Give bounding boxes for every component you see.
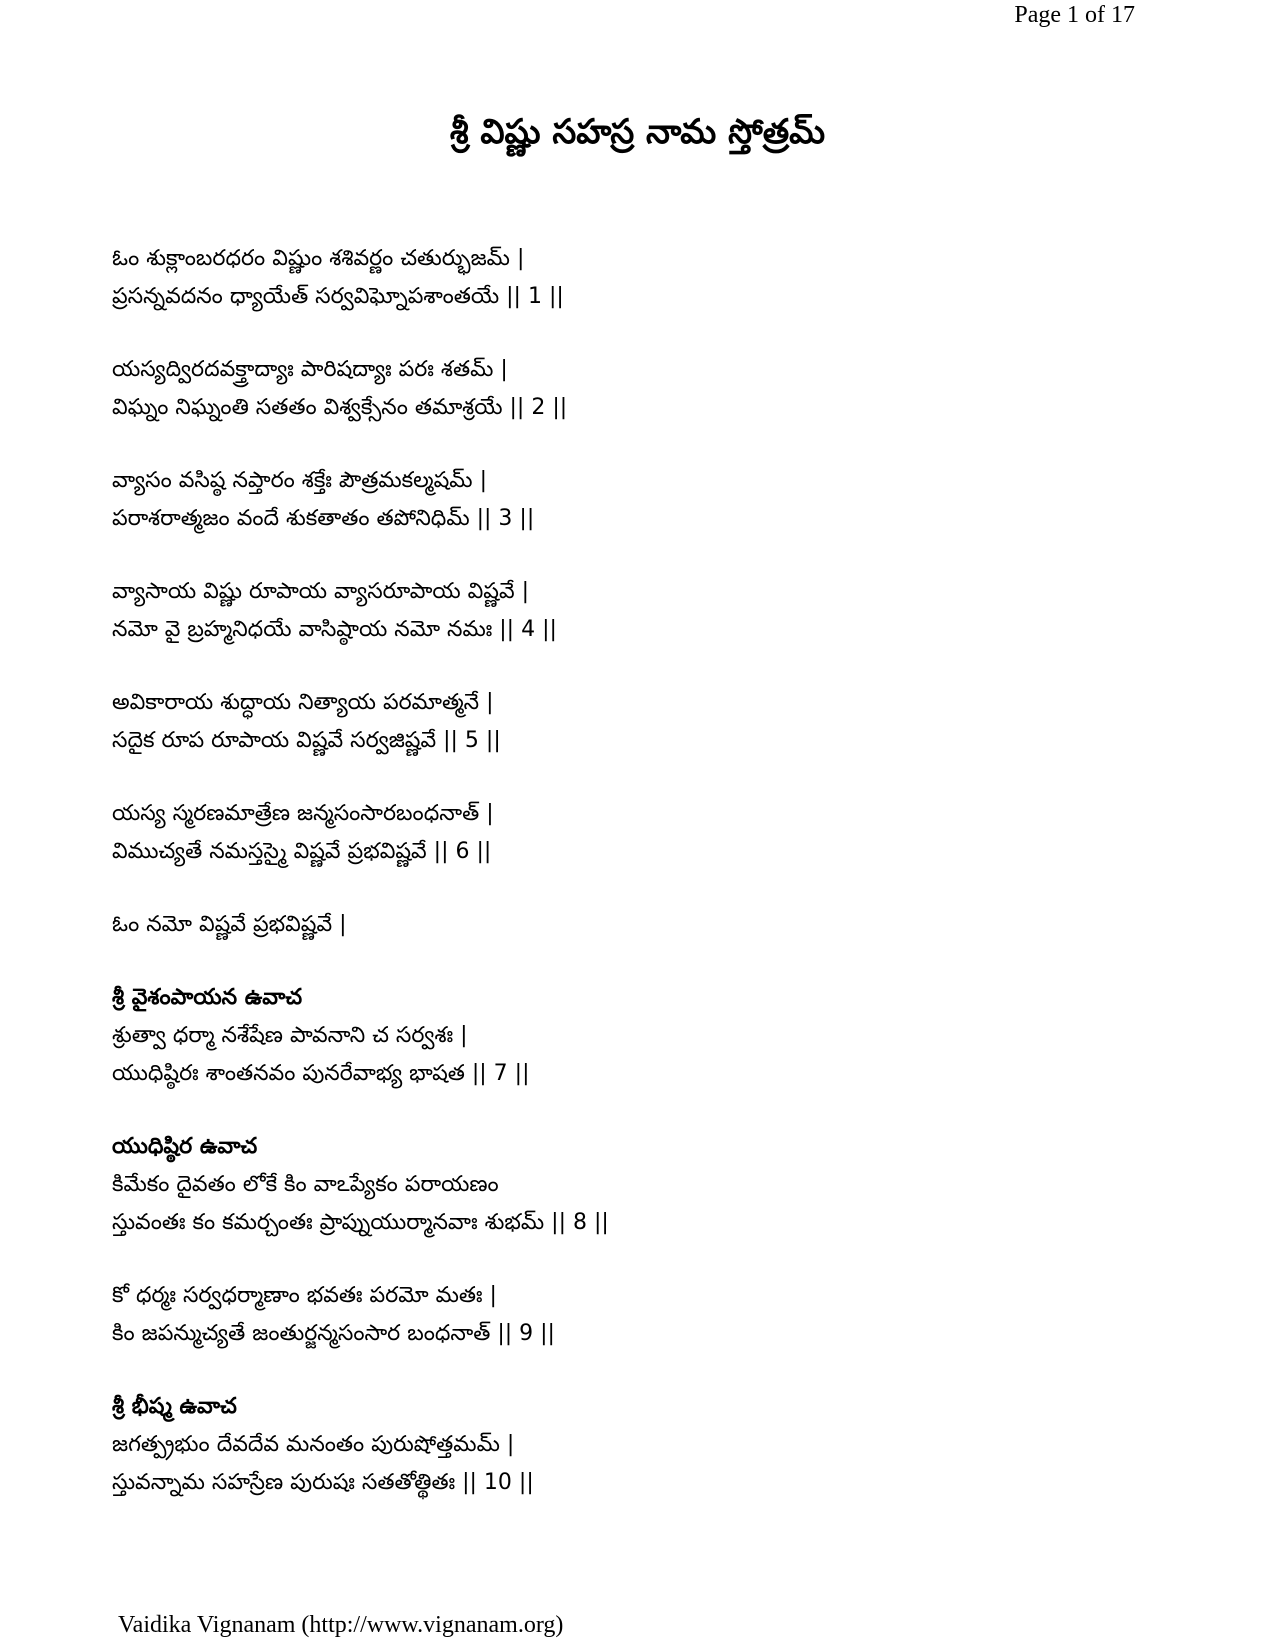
verse-line: పరాశరాత్మజం వందే శుకతాతం తపోనిధిమ్ || 3 || <box>112 506 535 531</box>
verse-line: స్తువన్నామ సహస్రేణ పురుషః సతతోత్థితః || 10 || <box>112 1470 534 1495</box>
verse-line: కిం జపన్ముచ్యతే జంతుర్జన్మసంసార బంధనాత్ || 9 || <box>112 1321 555 1346</box>
verse-line: జగత్ప్రభుం దేవదేవ మనంతం పురుషోత్తమమ్ | <box>112 1432 515 1457</box>
verse-line: విఘ్నం నిఘ్నంతి సతతం విశ్వక్సేనం తమాశ్రయే || 2 || <box>112 395 568 420</box>
verse-line: ఓం నమో విష్ణవే ప్రభవిష్ణవే | <box>112 912 347 937</box>
verse-line: యుధిష్ఠిరః శాంతనవం పునరేవాభ్య భాషత || 7 || <box>112 1061 530 1086</box>
verse-content <box>112 240 1172 1537</box>
verse-line: అవికారాయ శుద్ధాయ నిత్యాయ పరమాత్మనే | <box>112 690 494 715</box>
stanza-8 <box>112 1128 1172 1242</box>
stanza-4 <box>112 573 1172 649</box>
section-heading: యుధిష్ఠిర ఉవాచ <box>112 1134 258 1159</box>
stanza-5 <box>112 684 1172 760</box>
stanza-7 <box>112 979 1172 1093</box>
stanza-1 <box>112 240 1172 316</box>
page-number: Page 1 of 17 <box>1014 2 1135 28</box>
footer-attribution: Vaidika Vignanam (http://www.vignanam.org) <box>118 1612 564 1638</box>
verse-line: సదైక రూప రూపాయ విష్ణవే సర్వజిష్ణవే || 5 || <box>112 728 501 753</box>
verse-line: శ్రుత్వా ధర్మా నశేషేణ పావనాని చ సర్వశః | <box>112 1023 468 1048</box>
stanza-9 <box>112 1277 1172 1353</box>
verse-line: స్తువంతః కం కమర్చంతః ప్రాప్నుయుర్మానవాః శుభమ్ || 8 || <box>112 1210 609 1235</box>
verse-line: ఓం శుక్లాంబరధరం విష్ణుం శశివర్ణం చతుర్భుజమ్ | <box>112 246 525 271</box>
stanza-6 <box>112 795 1172 871</box>
verse-line: కో ధర్మః సర్వధర్మాణాం భవతః పరమో మతః | <box>112 1283 497 1308</box>
verse-line: వ్యాసం వసిష్ఠ నప్తారం శక్తేః పౌత్రమకల్మషమ్ | <box>112 468 487 493</box>
stanza-3 <box>112 462 1172 538</box>
verse-line: విముచ్యతే నమస్తస్మై విష్ణవే ప్రభవిష్ణవే || 6 || <box>112 839 492 864</box>
stanza-10 <box>112 1388 1172 1502</box>
stanza-invocation <box>112 906 1172 944</box>
section-heading: శ్రీ వైశంపాయన ఉవాచ <box>112 985 303 1010</box>
verse-line: వ్యాసాయ విష్ణు రూపాయ వ్యాసరూపాయ విష్ణవే | <box>112 579 530 604</box>
stanza-2 <box>112 351 1172 427</box>
verse-line: యస్య స్మరణమాత్రేణ జన్మసంసారబంధనాత్ | <box>112 801 494 826</box>
verse-line: నమో వై బ్రహ్మనిధయే వాసిష్ఠాయ నమో నమః || 4 || <box>112 617 557 642</box>
verse-line: యస్యద్విరదవక్త్రాద్యాః పారిషద్యాః పరః శతమ్ | <box>112 357 508 382</box>
verse-line: కిమేకం దైవతం లోకే కిం వాఽప్యేకం పరాయణం <box>112 1172 499 1197</box>
page-title: శ్రీ విష్ణు సహస్ర నామ స్తోత్రమ్ <box>449 112 826 152</box>
verse-line: ప్రసన్నవదనం ధ్యాయేత్ సర్వవిఘ్నోపశాంతయే || 1 || <box>112 284 564 309</box>
section-heading: శ్రీ భీష్మ ఉవాచ <box>112 1394 237 1419</box>
